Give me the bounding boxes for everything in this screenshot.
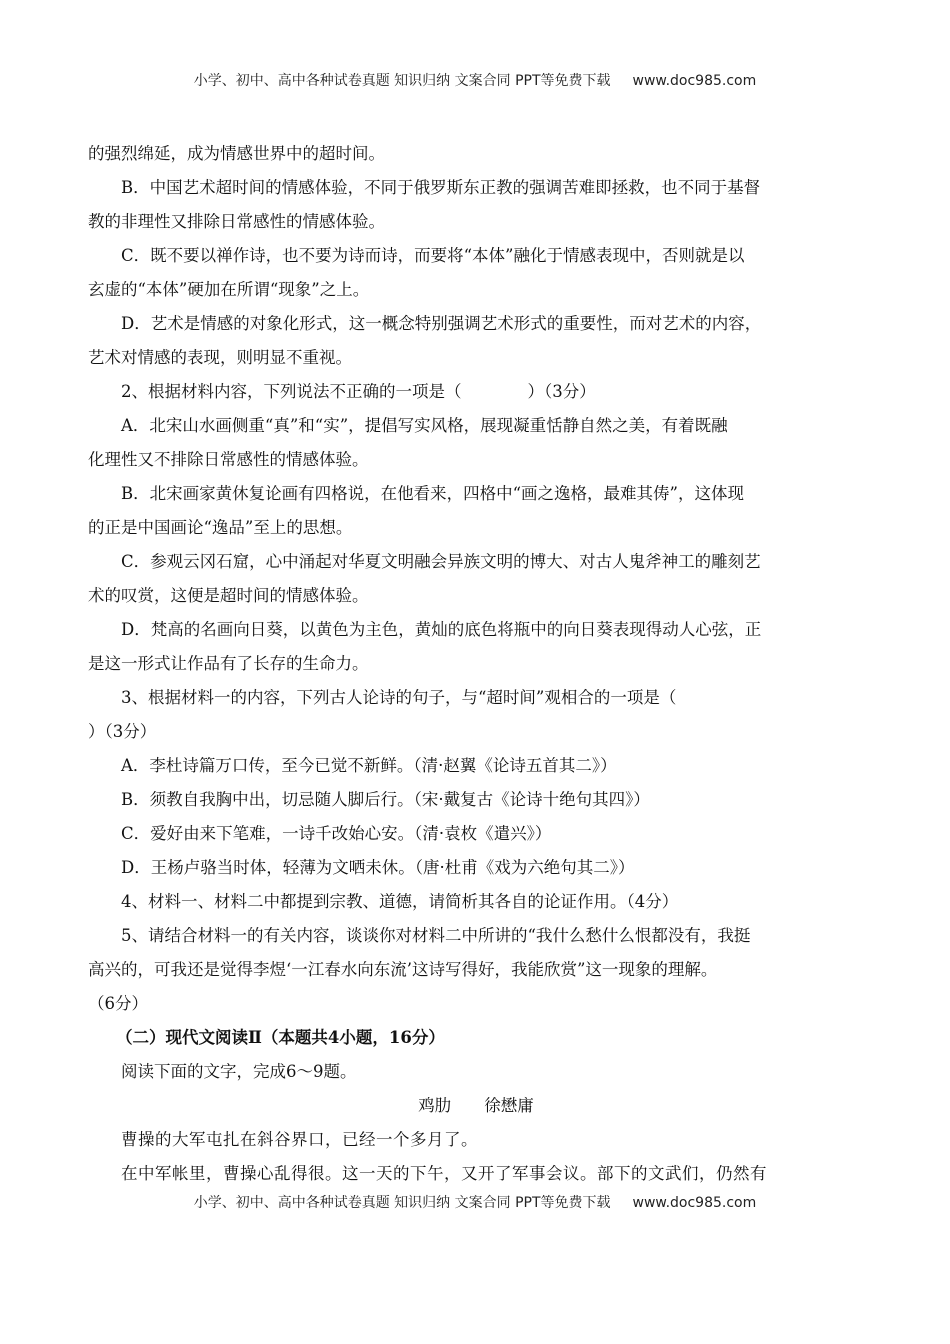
question-3: 3、根据材料一的内容，下列古人论诗的句子，与“超时间”观相合的一项是（ bbox=[121, 688, 677, 707]
option-a-line: A．李杜诗篇万口传，至今已觉不新鲜。（清·赵翼《论诗五首其二》） bbox=[121, 756, 617, 775]
question-2: 2、根据材料内容，下列说法不正确的一项是（ ）（3分） bbox=[121, 382, 596, 401]
footer-url: www.doc985.com bbox=[632, 1195, 757, 1211]
option-b-line: B．北宋画家黄休复论画有四格说，在他看来，四格中“画之逸格，最难其俦”，这体现 bbox=[121, 484, 744, 503]
question-4: 4、材料一、材料二中都提到宗教、道德，请简析其各自的论证作用。（4分） bbox=[121, 892, 679, 911]
option-d-line: D．王杨卢骆当时体，轻薄为文哂未休。（唐·杜甫《戏为六绝句其二》） bbox=[121, 858, 635, 877]
text-line: 玄虚的“本体”硬加在所谓“现象”之上。 bbox=[88, 280, 370, 299]
text-line: 是这一形式让作品有了长存的生命力。 bbox=[88, 654, 369, 673]
text-line: 化理性又不排除日常感性的情感体验。 bbox=[88, 450, 369, 469]
question-5: 5、请结合材料一的有关内容，谈谈你对材料二中所讲的“我什么愁什么恨都没有，我挺 bbox=[121, 926, 751, 945]
text-line: 教的非理性又排除日常感性的情感体验。 bbox=[88, 212, 385, 231]
option-d-line: D．梵高的名画向日葵，以黄色为主色，黄灿的底色将瓶中的向日葵表现得动人心弦，正 bbox=[121, 620, 762, 639]
option-b-line: B．须教自我胸中出，切忌随人脚后行。（宋·戴复古《论诗十绝句其四》） bbox=[121, 790, 650, 809]
option-c-line: C．既不要以禅作诗，也不要为诗而诗，而要将“本体”融化于情感表现中，否则就是以 bbox=[121, 246, 745, 265]
option-b-line: B．中国艺术超时间的情感体验，不同于俄罗斯东正教的强调苦难即拯救，也不同于基督 bbox=[121, 178, 761, 197]
text-line: 艺术对情感的表现，则明显不重视。 bbox=[88, 348, 352, 367]
page-footer bbox=[0, 1192, 950, 1212]
text-line: 的正是中国画论“逸品”至上的思想。 bbox=[88, 518, 353, 537]
header-text: 小学、初中、高中各种试卷真题 知识归纳 文案合同 PPT等免费下载 bbox=[193, 73, 611, 89]
text-line: 的强烈绵延，成为情感世界中的超时间。 bbox=[88, 144, 385, 163]
page-header bbox=[0, 70, 950, 90]
option-c-line: C．参观云冈石窟，心中涌起对华夏文明融会异族文明的博大、对古人鬼斧神工的雕刻艺 bbox=[121, 552, 761, 571]
article-title: 鸡肋 徐懋庸 bbox=[418, 1096, 534, 1115]
option-a-line: A．北宋山水画侧重“真”和“实”，提倡写实风格，展现凝重恬静自然之美，有着既融 bbox=[121, 416, 728, 435]
section-heading: （二）现代文阅读Ⅱ（本题共4小题，16分） bbox=[116, 1028, 445, 1047]
text-line: （6分） bbox=[88, 994, 148, 1013]
text-line: 高兴的，可我还是觉得李煜‘一江春水向东流’这诗写得好，我能欣赏”这一现象的理解。 bbox=[88, 960, 718, 979]
section-instruction: 阅读下面的文字，完成6～9题。 bbox=[121, 1062, 357, 1081]
article-paragraph: 在中军帐里，曹操心乱得很。这一天的下午，又开了军事会议。部下的文武们，仍然有 bbox=[121, 1164, 767, 1183]
footer-text: 小学、初中、高中各种试卷真题 知识归纳 文案合同 PPT等免费下载 bbox=[193, 1195, 611, 1211]
option-d-line: D．艺术是情感的对象化形式，这一概念特别强调艺术形式的重要性，而对艺术的内容， bbox=[121, 314, 762, 333]
option-c-line: C．爱好由来下笔难，一诗千改始心安。（清·袁枚《遣兴》） bbox=[121, 824, 552, 843]
header-url: www.doc985.com bbox=[632, 73, 757, 89]
article-paragraph: 曹操的大军屯扎在斜谷界口，已经一个多月了。 bbox=[121, 1130, 478, 1149]
text-line: ）（3分） bbox=[88, 722, 157, 741]
text-line: 术的叹赏，这便是超时间的情感体验。 bbox=[88, 586, 369, 605]
